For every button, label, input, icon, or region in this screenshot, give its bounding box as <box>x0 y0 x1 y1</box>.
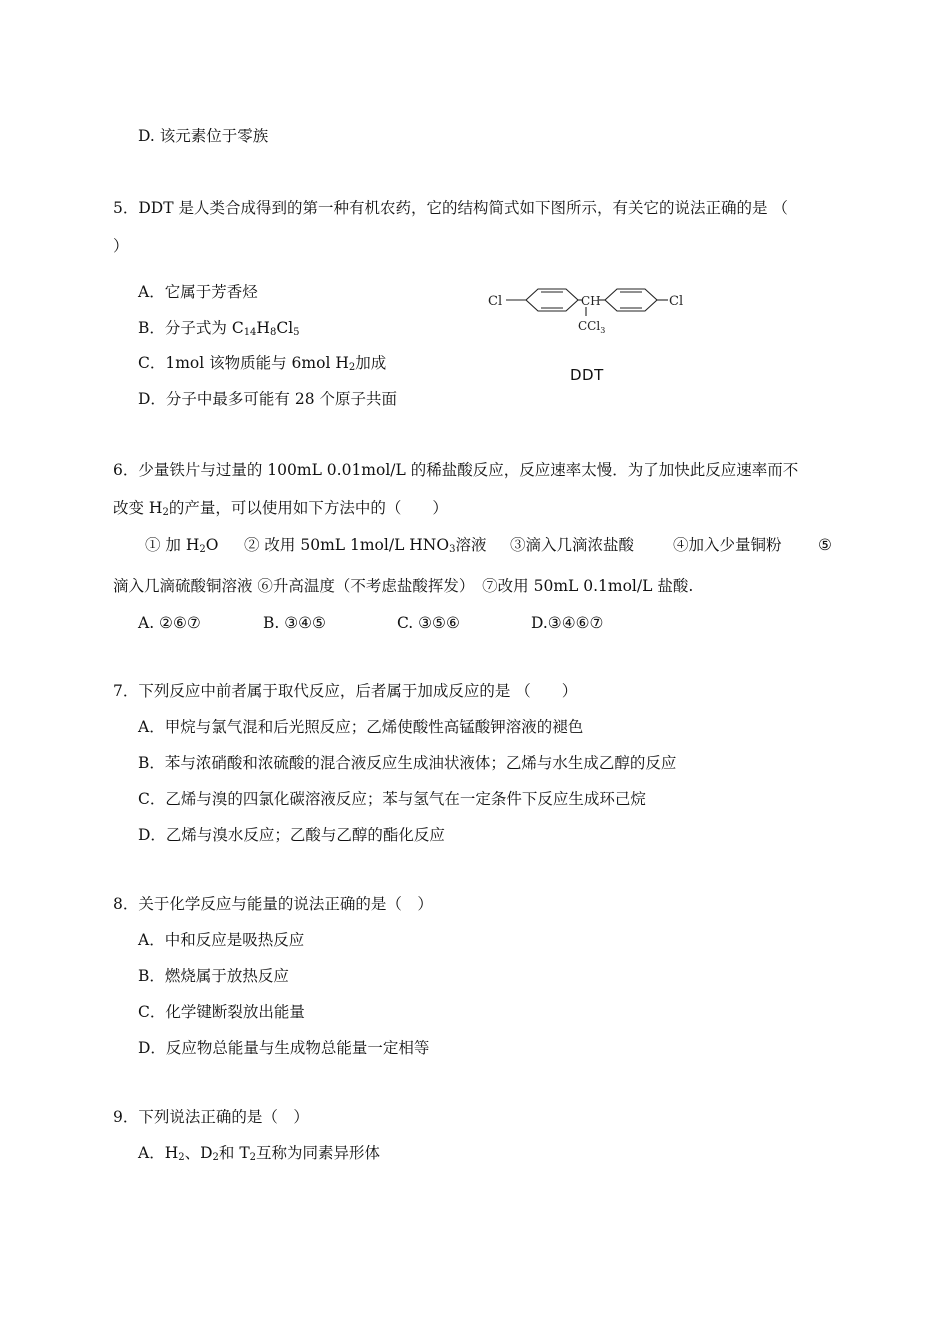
q6-method-5-marker: ⑤ <box>818 536 832 554</box>
q6-option-b: B. ③④⑤ <box>263 614 326 632</box>
q9-stem: 9．下列说法正确的是（ ） <box>113 1108 309 1126</box>
q4-option-d: D. 该元素位于零族 <box>138 127 269 145</box>
q6-method-3: ③滴入几滴浓盐酸 <box>510 536 635 554</box>
q6-option-a: A. ②⑥⑦ <box>138 614 201 632</box>
q8-option-a: A．中和反应是吸热反应 <box>138 931 305 949</box>
q6-option-d: D.③④⑥⑦ <box>531 614 604 632</box>
q6-method-2: ② 改用 50mL 1mol/L $HNO_3$溶液 <box>244 536 487 555</box>
q8-option-c: C．化学键断裂放出能量 <box>138 1003 305 1021</box>
q7-option-a: A．甲烷与氯气混和后光照反应；乙烯使酸性高锰酸钾溶液的褪色 <box>138 718 584 736</box>
q5-option-d: D．分子中最多可能有 28 个原子共面 <box>138 390 398 408</box>
q6-method-4: ④加入少量铜粉 <box>673 536 782 554</box>
q5-stem: 5．DDT 是人类合成得到的第一种有机农药，它的结构简式如下图所示，有关它的说法正确的是 （ <box>113 199 788 217</box>
q7-option-b: B．苯与浓硝酸和浓硫酸的混合液反应生成油状液体；乙烯与水生成乙醇的反应 <box>138 754 677 772</box>
q8-option-b: B．燃烧属于放热反应 <box>138 967 289 985</box>
q6-stem-line2: 改变 $H_2$的产量，可以使用如下方法中的（ ） <box>113 499 448 518</box>
q5-option-b: B．分子式为 $C_{14}H_8Cl_5$ <box>138 319 300 338</box>
q8-stem: 8．关于化学反应与能量的说法正确的是（ ） <box>113 895 433 913</box>
q7-option-d: D．乙烯与溴水反应；乙酸与乙醇的酯化反应 <box>138 826 445 844</box>
q9-option-a: A．$H_2$、$D_2$和 $T_2$互称为同素异形体 <box>138 1144 381 1163</box>
q5-option-a: A．它属于芳香烃 <box>138 283 258 301</box>
q6-methods-line2: 滴入几滴硫酸铜溶液 ⑥升高温度（不考虑盐酸挥发） ⑦改用 50mL 0.1mol/L 盐酸. <box>113 577 694 595</box>
ddt-right-cl: Cl <box>669 294 684 309</box>
q6-method-1: ① 加 $H_2O$ <box>145 536 219 555</box>
q6-stem-line1: 6．少量铁片与过量的 100mL 0.01mol/L 的稀盐酸反应，反应速率太慢．为了加快此反应速率而不 <box>113 461 799 479</box>
q5-stem-end: ） <box>113 237 129 255</box>
q8-option-d: D．反应物总能量与生成物总能量一定相等 <box>138 1039 430 1057</box>
q7-option-c: C．乙烯与溴的四氯化碳溶液反应；苯与氢气在一定条件下反应生成环己烷 <box>138 790 646 808</box>
ddt-ch: CH <box>581 294 601 308</box>
ddt-left-cl: Cl <box>488 294 503 309</box>
q7-stem: 7．下列反应中前者属于取代反应，后者属于加成反应的是 （ ） <box>113 682 578 700</box>
q6-option-c: C. ③⑤⑥ <box>397 614 460 632</box>
q5-option-c: C．1mol 该物质能与 6mol $H_2$加成 <box>138 354 387 373</box>
ddt-ccl3: CCl$_3$ <box>578 319 606 335</box>
ddt-caption: DDT <box>570 366 604 384</box>
